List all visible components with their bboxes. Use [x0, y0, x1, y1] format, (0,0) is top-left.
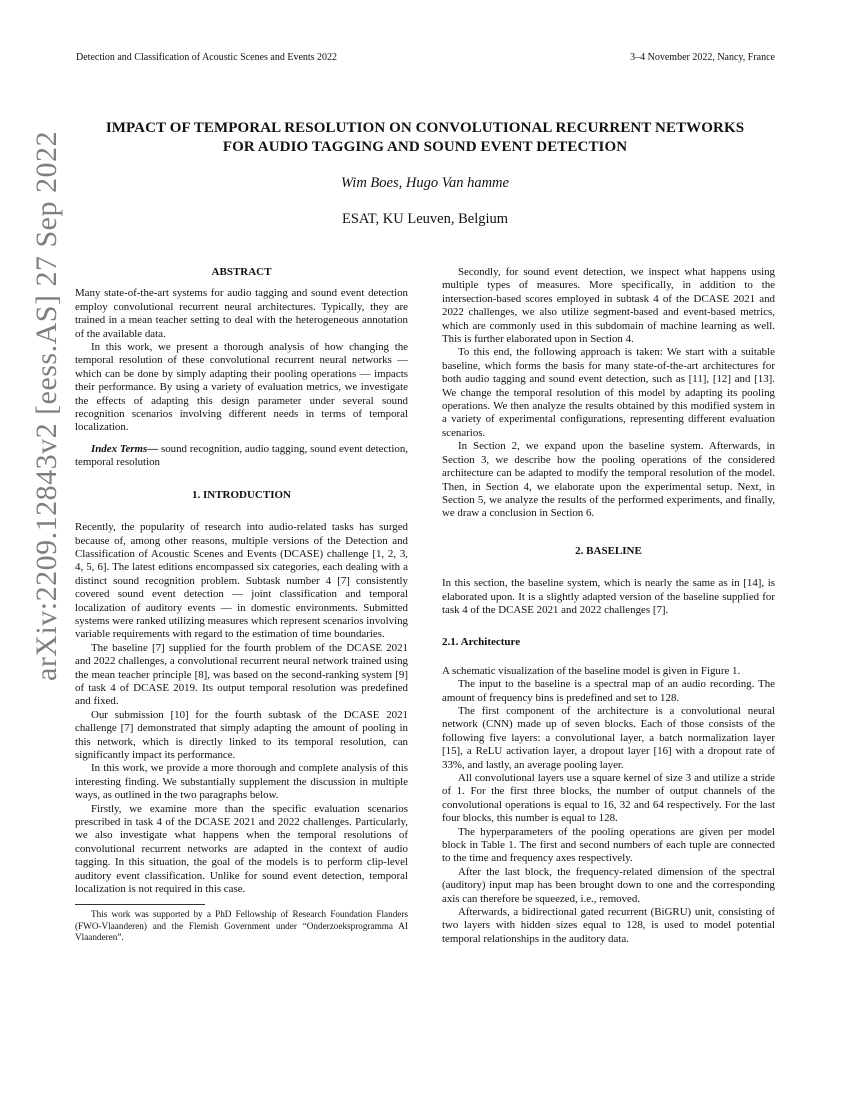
body-paragraph: Firstly, we examine more than the specific evaluation scenarios prescribed in task 4 of the DCASE 2021 and 2022 challenges. Particularly, we also investigate what happens when the temporal resolutions of convolutional recurrent networks are adapted in the context of audio tagging. In this situation, the goal of the models is to perform clip-level auditory event classification. Unlike for sound event detection, temporal localization is not required in this case. [75, 802, 408, 896]
body-paragraph: The hyperparameters of the pooling operations are given per model block in Table 1. The first and second numbers of each tuple are connected to the time and frequency axes respectively. [442, 825, 775, 865]
footnote: This work was supported by a PhD Fellowship of Research Foundation Flanders (FWO-Vlaanderen) and the Flemish Government under “Onderzoeksprogramma AI Vlaanderen”. [75, 909, 408, 942]
title-line-2: FOR AUDIO TAGGING AND SOUND EVENT DETECTION [222, 139, 628, 155]
footnote-rule [75, 904, 205, 905]
body-paragraph: In this work, we provide a more thorough and complete analysis of this interesting finding. We substantially supplement the discussion in multiple ways, as outlined in the two paragraphs below. [75, 762, 408, 802]
body-paragraph: Recently, the popularity of research into audio-related tasks has surged because of, among other reasons, multiple versions of the Detection and Classification of Acoustic Scenes and Events (DCASE) challenge [1, 2, 3, 4, 5, 6]. The latest editions encompassed six categories, each dealing with a distinct sound recognition problem. Subtask number 4 [7] consistently covered sound event detection — joint classification and temporal localization of auditory events — in domestic environments. Submitted systems were ranked utilizing measures which represent scenarios involving variable requirements with regard to the estimation of time boundaries. [75, 521, 408, 641]
body-paragraph: Our submission [10] for the fourth subtask of the DCASE 2021 challenge [7] demonstrated that simply adapting the amount of pooling in this network, which is directly linked to its temporal resolution, can significantly impact its performance. [75, 708, 408, 761]
body-paragraph: Afterwards, a bidirectional gated recurrent (BiGRU) unit, consisting of two layers with hidden sizes equal to 128, is used to model potential temporal relationships in the auditory data. [442, 906, 775, 945]
arxiv-stamp: arXiv:2209.12843v2 [eess.AS] 27 Sep 2022 [30, 131, 63, 681]
affiliation: ESAT, KU Leuven, Belgium [341, 211, 509, 227]
paper-title [60, 119, 790, 157]
body-paragraph: The input to the baseline is a spectral map of an audio recording. The amount of frequency bins is predefined and set to 128. [442, 678, 775, 704]
index-terms-text: sound recognition, audio tagging, sound event detection, temporal resolution [75, 442, 408, 469]
title-line-1: IMPACT OF TEMPORAL RESOLUTION ON CONVOLUTIONAL RECURRENT NETWORKS [105, 120, 745, 136]
abstract-paragraph: In this work, we present a thorough analysis of how changing the temporal resolution of these convolutional recurrent neural networks — which can be done by simply adapting their pooling operations — impacts their performance. By using a variety of evaluation metrics, we investigate the effects of adapting this design parameter under several sound recognition scenarios involving different needs in terms of temporal localization. [75, 341, 408, 434]
running-header-right: 3–4 November 2022, Nancy, France [630, 52, 775, 63]
body-paragraph: Secondly, for sound event detection, we inspect what happens using multiple types of measures. More specifically, in addition to the intersection-based scores employed in subtask 4 of the DCASE 2021 and 2022 challenges, we also utilize segment-based and event-based metrics, which are commonly used in this subdomain of machine learning as well. This is further elaborated upon in Section 4. [442, 266, 775, 346]
abstract-heading: ABSTRACT [211, 266, 272, 278]
index-terms [75, 443, 408, 470]
body-paragraph: In this section, the baseline system, which is nearly the same as in [14], is elaborated upon. It is a slightly adapted version of the baseline supplied for task 4 of the DCASE 2021 and 2022 challenges [7]. [442, 577, 775, 616]
authors: Wim Boes, Hugo Van hamme [341, 175, 509, 191]
body-paragraph: In Section 2, we expand upon the baseline system. Afterwards, in Section 3, we describe how the pooling operations of the considered architecture can be adapted to modify the temporal resolution of the model. Then, in Section 4, we elaborate upon the experimental setup. Next, in Section 5, we analyze the results of the performed experiments, and finally, we draw a conclusion in Section 6. [442, 440, 775, 520]
subsection-heading-architecture: 2.1. Architecture [442, 636, 521, 649]
right-column [442, 266, 775, 946]
index-terms-label: Index Terms— [91, 442, 159, 455]
body-paragraph: The first component of the architecture is a convolutional neural network (CNN) made up of seven blocks. Each of those consists of the following five layers: a convolutional layer, a batch normalization layer [15], a ReLU activation layer, a dropout layer [16] with a dropout rate of 33%, and lastly, an average pooling layer. [442, 704, 775, 771]
left-column [75, 266, 408, 943]
running-header-left: Detection and Classification of Acoustic Scenes and Events 2022 [76, 52, 338, 63]
section-heading-baseline: 2. BASELINE [575, 544, 642, 557]
body-paragraph: All convolutional layers use a square kernel of size 3 and utilize a stride of 1. For the first three blocks, the number of output channels of the convolutional operations is equal to 16, 32 and 64 respectively. For the last four blocks, this number is equal to 128. [442, 772, 775, 825]
section-heading-introduction: 1. INTRODUCTION [191, 488, 291, 501]
body-paragraph: To this end, the following approach is taken: We start with a suitable baseline, which forms the basis for many state-of-the-art architectures for both audio tagging and sound event detection, such as [11], [12] and [13]. We change the temporal resolution of this model by adapting its pooling operations. We then analyze the results obtained by this modified system in a variety of experimental configurations, representing different evaluation scenarios. [442, 346, 775, 439]
body-paragraph: The baseline [7] supplied for the fourth problem of the DCASE 2021 and 2022 challenges, a convolutional recurrent neural network trained using the mean teacher principle [8], was based on the second-ranking system [9] of task 4 of DCASE 2019. Its output temporal resolution was predefined and fixed. [75, 641, 408, 708]
abstract-paragraph: Many state-of-the-art systems for audio tagging and sound event detection employ convolutional recurrent neural architectures. Typically, they are trained in a mean teacher setting to deal with the heterogeneous annotation of the available data. [75, 287, 408, 340]
body-paragraph: A schematic visualization of the baseline model is given in Figure 1. [442, 664, 741, 677]
body-paragraph: After the last block, the frequency-related dimension of the spectral (auditory) input map has been brought down to one and the corresponding axis can therefore be squeezed, i.e., removed. [442, 865, 775, 905]
